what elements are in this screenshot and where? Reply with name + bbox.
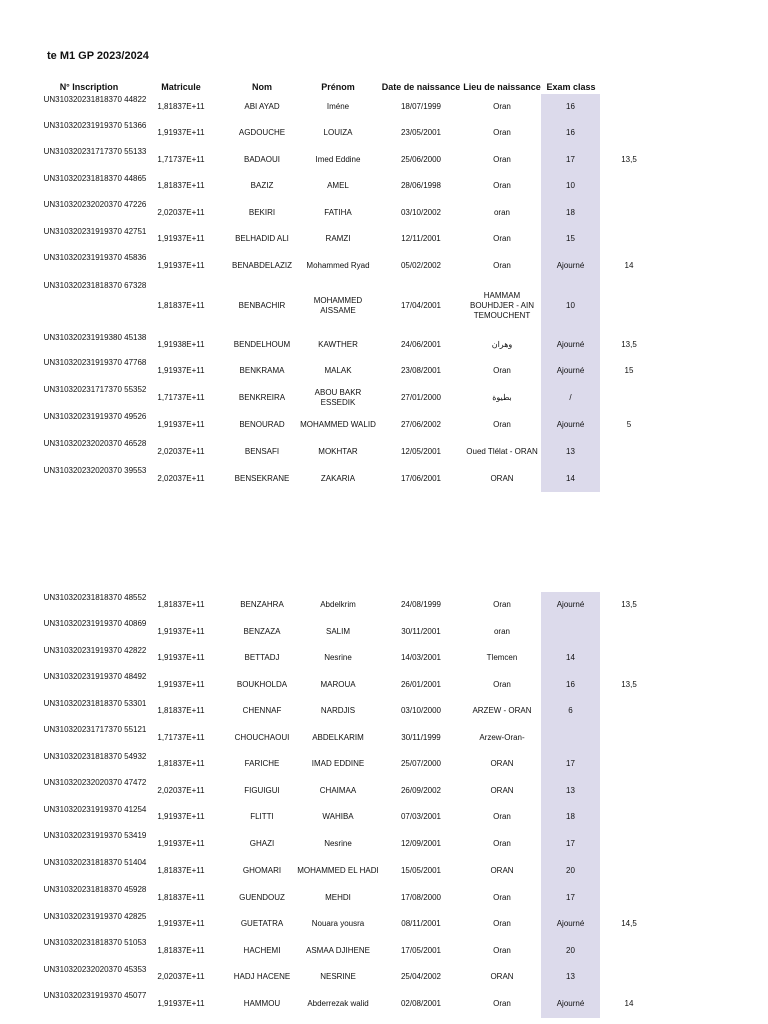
exam-cell: 18: [566, 207, 575, 217]
inscription-cell: UN310320231818370 53301: [43, 699, 147, 708]
prenom-cell: MOHAMMED AISSAME: [313, 296, 363, 315]
note-cell: [605, 698, 653, 724]
inscription-cell: UN310320231818370 44865: [43, 174, 147, 183]
inscription-cell: UN310320232020370 47472: [43, 778, 147, 787]
date-cell: 02/08/2001: [400, 999, 442, 1008]
note-cell: 14: [624, 261, 634, 270]
lieu-cell: ORAN: [490, 759, 514, 768]
inscription-cell: UN310320232020370 46528: [43, 439, 147, 448]
prenom-cell: Iméne: [326, 102, 350, 111]
exam-cell: Ajourné: [556, 339, 585, 349]
lieu-cell: Oran: [493, 365, 511, 375]
lieu-cell: بطيوة: [492, 392, 512, 402]
date-cell: 23/05/2001: [400, 128, 442, 137]
prenom-cell: NARDJIS: [320, 706, 356, 715]
nom-cell: BENSAFI: [244, 446, 280, 456]
date-cell: 24/06/2001: [400, 339, 442, 349]
table-row: [0, 120, 768, 146]
lieu-cell: oran: [493, 207, 510, 217]
exam-cell: 17: [566, 892, 575, 902]
matricule-cell: 1,81837E+11: [157, 865, 205, 875]
date-cell: 26/09/2002: [400, 785, 442, 795]
note-cell: 13,5: [621, 679, 637, 689]
date-cell: 15/05/2001: [400, 865, 442, 875]
matricule-cell: 1,81837E+11: [157, 102, 205, 111]
nom-cell: BENKRAMA: [239, 365, 285, 375]
date-cell: 12/05/2001: [400, 446, 442, 456]
note-cell: [605, 94, 653, 120]
table-row: [0, 964, 768, 990]
document-title: te M1 GP 2023/2024: [47, 50, 149, 62]
matricule-cell: 2,02037E+11: [157, 446, 205, 456]
header-lieu: Lieu de naissance: [463, 82, 541, 92]
inscription-cell: UN310320231919370 45836: [43, 253, 147, 262]
exam-cell: 6: [568, 706, 573, 715]
table-row: [0, 280, 768, 332]
date-cell: 25/07/2000: [400, 759, 442, 768]
note-cell: [605, 964, 653, 990]
lieu-cell: وهران: [491, 339, 513, 349]
date-cell: 12/09/2001: [400, 838, 442, 848]
inscription-cell: UN310320231818370 44822: [43, 95, 147, 104]
exam-cell: 20: [566, 945, 575, 955]
nom-cell: BENABDELAZIZ: [231, 261, 292, 270]
date-cell: 17/06/2001: [400, 473, 442, 483]
prenom-cell: CHAIMAA: [319, 785, 357, 795]
lieu-cell: Tlemcen: [486, 653, 518, 662]
date-cell: 27/01/2000: [400, 392, 442, 402]
lieu-cell: Oran: [493, 128, 511, 137]
note-cell: [605, 438, 653, 465]
table-row: [0, 173, 768, 199]
prenom-cell: ASMAA DJIHENE: [305, 945, 370, 955]
note-cell: [605, 226, 653, 252]
note-cell: [605, 280, 653, 332]
exam-cell: 17: [566, 759, 575, 768]
nom-cell: BENZAHRA: [240, 600, 284, 609]
nom-cell: GUENDOUZ: [239, 892, 285, 902]
lieu-cell: Arzew-Oran-: [479, 732, 525, 742]
exam-cell: 14: [566, 473, 575, 483]
lieu-cell: Oran: [493, 261, 511, 270]
exam-cell: 13: [566, 785, 575, 795]
note-cell: [605, 857, 653, 884]
prenom-cell: FATIHA: [324, 207, 352, 217]
matricule-cell: 1,91937E+11: [157, 679, 205, 689]
note-cell: [605, 804, 653, 830]
nom-cell: BENDELHOUM: [233, 339, 291, 349]
date-cell: 30/11/2001: [401, 626, 441, 636]
exam-cell: 10: [566, 181, 575, 190]
prenom-cell: Nouara yousra: [311, 919, 365, 928]
prenom-cell: MOHAMMED WALID: [300, 419, 376, 429]
exam-cell: 14: [566, 653, 575, 662]
exam-cell: [541, 724, 600, 751]
date-cell: 25/04/2002: [400, 972, 442, 981]
date-cell: 26/01/2001: [400, 679, 442, 689]
inscription-cell: UN310320231717370 55133: [43, 147, 147, 156]
table-row: [0, 332, 768, 357]
nom-cell: BEKIRI: [248, 207, 276, 217]
table-row: [0, 724, 768, 751]
nom-cell: HACHEMI: [243, 945, 281, 955]
matricule-cell: 1,91937E+11: [157, 653, 205, 662]
prenom-cell: ABOU BAKR ESSEDIK: [314, 387, 362, 407]
note-cell: 14: [624, 999, 634, 1008]
note-cell: [605, 618, 653, 645]
note-cell: [605, 199, 653, 226]
date-cell: 05/02/2002: [400, 261, 442, 270]
prenom-cell: AMEL: [327, 181, 349, 190]
nom-cell: HADJ HACENE: [233, 972, 291, 981]
exam-cell: 17: [566, 838, 575, 848]
nom-cell: GUETATRA: [240, 919, 284, 928]
exam-cell: 15: [566, 234, 575, 243]
prenom-cell: Mohammed Ryad: [306, 261, 370, 270]
header-inscription: N° Inscription: [59, 82, 119, 92]
lieu-cell: Oran: [493, 999, 511, 1008]
lieu-cell: Oran: [493, 181, 511, 190]
prenom-cell: MALAK: [324, 365, 352, 375]
lieu-cell: Oran: [493, 154, 511, 164]
table-row: [0, 830, 768, 857]
inscription-cell: UN310320231919370 48492: [43, 672, 147, 681]
date-cell: 17/08/2000: [400, 892, 442, 902]
exam-cell: 17: [566, 154, 575, 164]
prenom-cell: SALIM: [325, 626, 350, 636]
prenom-cell: MEHDI: [325, 892, 351, 902]
exam-cell: Ajourné: [556, 999, 585, 1008]
prenom-cell: Nesrine: [324, 653, 352, 662]
note-cell: 15: [624, 365, 634, 375]
table-row: [0, 465, 768, 492]
matricule-cell: 1,71737E+11: [157, 732, 205, 742]
table-row: [0, 438, 768, 465]
prenom-cell: Abderrezak walid: [307, 999, 369, 1008]
note-cell: [605, 384, 653, 411]
matricule-cell: 1,71737E+11: [157, 154, 205, 164]
note-cell: 13,5: [621, 600, 637, 609]
matricule-cell: 2,02037E+11: [157, 972, 205, 981]
matricule-cell: 1,91937E+11: [157, 419, 205, 429]
nom-cell: HAMMOU: [243, 999, 281, 1008]
nom-cell: BADAOUI: [243, 154, 280, 164]
date-cell: 23/08/2001: [400, 365, 442, 375]
inscription-cell: UN310320231919370 45077: [43, 991, 147, 1000]
nom-cell: BOUKHOLDA: [236, 679, 288, 689]
exam-cell: 16: [566, 128, 575, 137]
matricule-cell: 1,91937E+11: [157, 919, 205, 928]
inscription-cell: UN310320231919370 42825: [43, 912, 147, 921]
table-row: [0, 645, 768, 671]
header-prenom: Prénom: [321, 82, 355, 92]
table-row: [0, 199, 768, 226]
header-date: Date de naissance: [381, 82, 461, 92]
inscription-cell: UN310320231919380 45138: [43, 333, 147, 342]
matricule-cell: 1,71737E+11: [157, 392, 205, 402]
prenom-cell: ABDELKARIM: [312, 732, 364, 742]
prenom-cell: IMAD EDDINE: [311, 759, 365, 768]
date-cell: 27/06/2002: [400, 419, 442, 429]
inscription-cell: UN310320231818370 51404: [43, 858, 147, 867]
lieu-cell: Oran: [493, 419, 511, 429]
date-cell: 03/10/2000: [400, 706, 442, 715]
lieu-cell: oran: [493, 626, 510, 636]
matricule-cell: 2,02037E+11: [157, 473, 205, 483]
date-cell: 12/11/2001: [401, 234, 441, 243]
exam-cell: 16: [566, 679, 575, 689]
nom-cell: FLITTI: [250, 812, 274, 821]
matricule-cell: 1,81837E+11: [157, 892, 205, 902]
exam-cell: 13: [566, 446, 575, 456]
table-row: [0, 990, 768, 1018]
lieu-cell: Oran: [493, 919, 511, 928]
exam-cell: Ajourné: [556, 600, 585, 609]
inscription-cell: UN310320231919370 42751: [43, 227, 147, 236]
note-cell: [605, 173, 653, 199]
nom-cell: BENOURAD: [239, 419, 285, 429]
matricule-cell: 1,81837E+11: [157, 759, 205, 768]
matricule-cell: 1,81837E+11: [157, 181, 205, 190]
table-row: [0, 226, 768, 252]
note-cell: 13,5: [621, 339, 637, 349]
matricule-cell: 1,91937E+11: [157, 365, 205, 375]
date-cell: 28/06/1998: [400, 181, 442, 190]
lieu-cell: Oran: [493, 600, 511, 609]
lieu-cell: Oran: [493, 838, 511, 848]
table-row: [0, 252, 768, 280]
prenom-cell: KAWTHER: [318, 339, 358, 349]
inscription-cell: UN310320231818370 54932: [43, 752, 147, 761]
lieu-cell: HAMMAM BOUHDJER - AIN TEMOUCHENT: [469, 291, 534, 320]
exam-cell: [541, 618, 600, 645]
date-cell: 24/08/1999: [400, 600, 442, 609]
inscription-cell: UN310320231919370 49526: [43, 412, 147, 421]
matricule-cell: 1,91937E+11: [157, 812, 205, 821]
note-cell: [605, 120, 653, 146]
date-cell: 03/10/2002: [400, 207, 442, 217]
nom-cell: GHOMARI: [242, 865, 282, 875]
table-row: [0, 857, 768, 884]
prenom-cell: ZAKARIA: [320, 473, 356, 483]
matricule-cell: 1,81837E+11: [157, 600, 205, 609]
nom-cell: FARICHE: [244, 759, 280, 768]
table-row: [0, 411, 768, 438]
exam-cell: Ajourné: [556, 261, 585, 270]
inscription-cell: UN310320231818370 48552: [43, 593, 147, 602]
exam-cell: 13: [566, 972, 575, 981]
nom-cell: CHENNAF: [242, 706, 282, 715]
inscription-cell: UN310320231919370 40869: [43, 619, 147, 628]
inscription-cell: UN310320231919370 41254: [43, 805, 147, 814]
nom-cell: BETTADJ: [244, 653, 280, 662]
table-row: [0, 751, 768, 777]
inscription-cell: UN310320231818370 45928: [43, 885, 147, 894]
matricule-cell: 1,81837E+11: [157, 945, 205, 955]
date-cell: 14/03/2001: [400, 653, 442, 662]
exam-cell: Ajourné: [556, 919, 585, 928]
table-row: [0, 884, 768, 911]
date-cell: 17/05/2001: [400, 945, 442, 955]
nom-cell: AGDOUCHE: [238, 128, 286, 137]
lieu-cell: Oran: [493, 679, 511, 689]
lieu-cell: Oran: [493, 892, 511, 902]
prenom-cell: Abdelkrim: [320, 600, 356, 609]
date-cell: 30/11/1999: [401, 732, 441, 742]
date-cell: 17/04/2001: [400, 301, 442, 310]
lieu-cell: ORAN: [490, 473, 514, 483]
nom-cell: BENKREIRA: [238, 392, 286, 402]
prenom-cell: MOKHTAR: [318, 446, 358, 456]
matricule-cell: 1,91937E+11: [157, 234, 205, 243]
prenom-cell: NESRINE: [320, 972, 356, 981]
table-row: [0, 777, 768, 804]
prenom-cell: Nesrine: [324, 838, 352, 848]
nom-cell: FIGUIGUI: [244, 785, 280, 795]
table-row: [0, 357, 768, 384]
matricule-cell: 1,81837E+11: [157, 706, 205, 715]
lieu-cell: Oran: [493, 234, 511, 243]
matricule-cell: 1,91938E+11: [157, 339, 205, 349]
matricule-cell: 1,91937E+11: [157, 838, 205, 848]
prenom-cell: MOHAMMED EL HADI: [297, 865, 379, 875]
exam-cell: Ajourné: [556, 365, 585, 375]
inscription-cell: UN310320231919370 51366: [43, 121, 147, 130]
lieu-cell: ORAN: [490, 865, 514, 875]
inscription-cell: UN310320231818370 51053: [43, 938, 147, 947]
inscription-cell: UN310320231919370 42822: [43, 646, 147, 655]
nom-cell: BAZIZ: [250, 181, 274, 190]
prenom-cell: Imed Eddine: [315, 154, 361, 164]
lieu-cell: ORAN: [490, 972, 514, 981]
exam-cell: 20: [566, 865, 575, 875]
table-row: [0, 698, 768, 724]
nom-cell: BELHADID ALI: [235, 234, 289, 243]
lieu-cell: Oued Tlélat - ORAN: [466, 446, 538, 456]
table-row: [0, 671, 768, 698]
inscription-cell: UN310320231919370 53419: [43, 831, 147, 840]
inscription-cell: UN310320231717370 55121: [43, 725, 147, 734]
prenom-cell: MAROUA: [320, 679, 356, 689]
matricule-cell: 1,91937E+11: [157, 261, 205, 270]
note-cell: 14,5: [621, 919, 637, 928]
inscription-cell: UN310320232020370 47226: [43, 200, 147, 209]
note-cell: [605, 777, 653, 804]
nom-cell: BENSEKRANE: [234, 473, 290, 483]
prenom-cell: WAHIBA: [322, 812, 354, 821]
exam-cell: /: [569, 392, 572, 402]
table-row: [0, 384, 768, 411]
inscription-cell: UN310320232020370 39553: [43, 466, 147, 475]
nom-cell: BENBACHIR: [238, 301, 286, 310]
nom-cell: GHAZI: [249, 838, 275, 848]
note-cell: [605, 937, 653, 964]
nom-cell: ABI AYAD: [244, 102, 280, 111]
matricule-cell: 1,91937E+11: [157, 128, 205, 137]
lieu-cell: Oran: [493, 812, 511, 821]
lieu-cell: ARZEW - ORAN: [472, 706, 532, 715]
exam-cell: 16: [566, 102, 575, 111]
header-nom: Nom: [252, 82, 272, 92]
note-cell: [605, 645, 653, 671]
matricule-cell: 1,91937E+11: [157, 626, 205, 636]
table-row: [0, 618, 768, 645]
inscription-cell: UN310320232020370 45353: [43, 965, 147, 974]
nom-cell: BENZAZA: [243, 626, 281, 636]
lieu-cell: Oran: [493, 945, 511, 955]
date-cell: 25/06/2000: [400, 154, 442, 164]
prenom-cell: RAMZI: [325, 234, 351, 243]
inscription-cell: UN310320231717370 55352: [43, 385, 147, 394]
exam-cell: 18: [566, 812, 575, 821]
exam-cell: 10: [566, 301, 575, 310]
note-cell: [605, 830, 653, 857]
header-exam: Exam class: [546, 82, 596, 92]
note-cell: [605, 751, 653, 777]
lieu-cell: ORAN: [490, 785, 514, 795]
date-cell: 08/11/2001: [401, 919, 441, 928]
matricule-cell: 2,02037E+11: [157, 785, 205, 795]
table-row: [0, 94, 768, 120]
note-cell: 13,5: [621, 154, 637, 164]
header-matricule: Matricule: [161, 82, 201, 92]
note-cell: [605, 884, 653, 911]
date-cell: 07/03/2001: [400, 812, 442, 821]
matricule-cell: 1,81837E+11: [157, 301, 205, 310]
matricule-cell: 2,02037E+11: [157, 207, 205, 217]
note-cell: [605, 465, 653, 492]
table-row: [0, 937, 768, 964]
table-row: [0, 911, 768, 937]
note-cell: 5: [626, 419, 632, 429]
matricule-cell: 1,91937E+11: [157, 999, 205, 1008]
lieu-cell: Oran: [493, 102, 511, 111]
nom-cell: CHOUCHAOUI: [234, 732, 290, 742]
date-cell: 18/07/1999: [400, 102, 442, 111]
note-cell: [605, 724, 653, 751]
table-row: [0, 804, 768, 830]
table-row: [0, 592, 768, 618]
inscription-cell: UN310320231818370 67328: [43, 281, 147, 290]
exam-cell: Ajourné: [556, 419, 585, 429]
inscription-cell: UN310320231919370 47768: [43, 358, 147, 367]
table-row: [0, 146, 768, 173]
prenom-cell: LOUIZA: [323, 128, 353, 137]
